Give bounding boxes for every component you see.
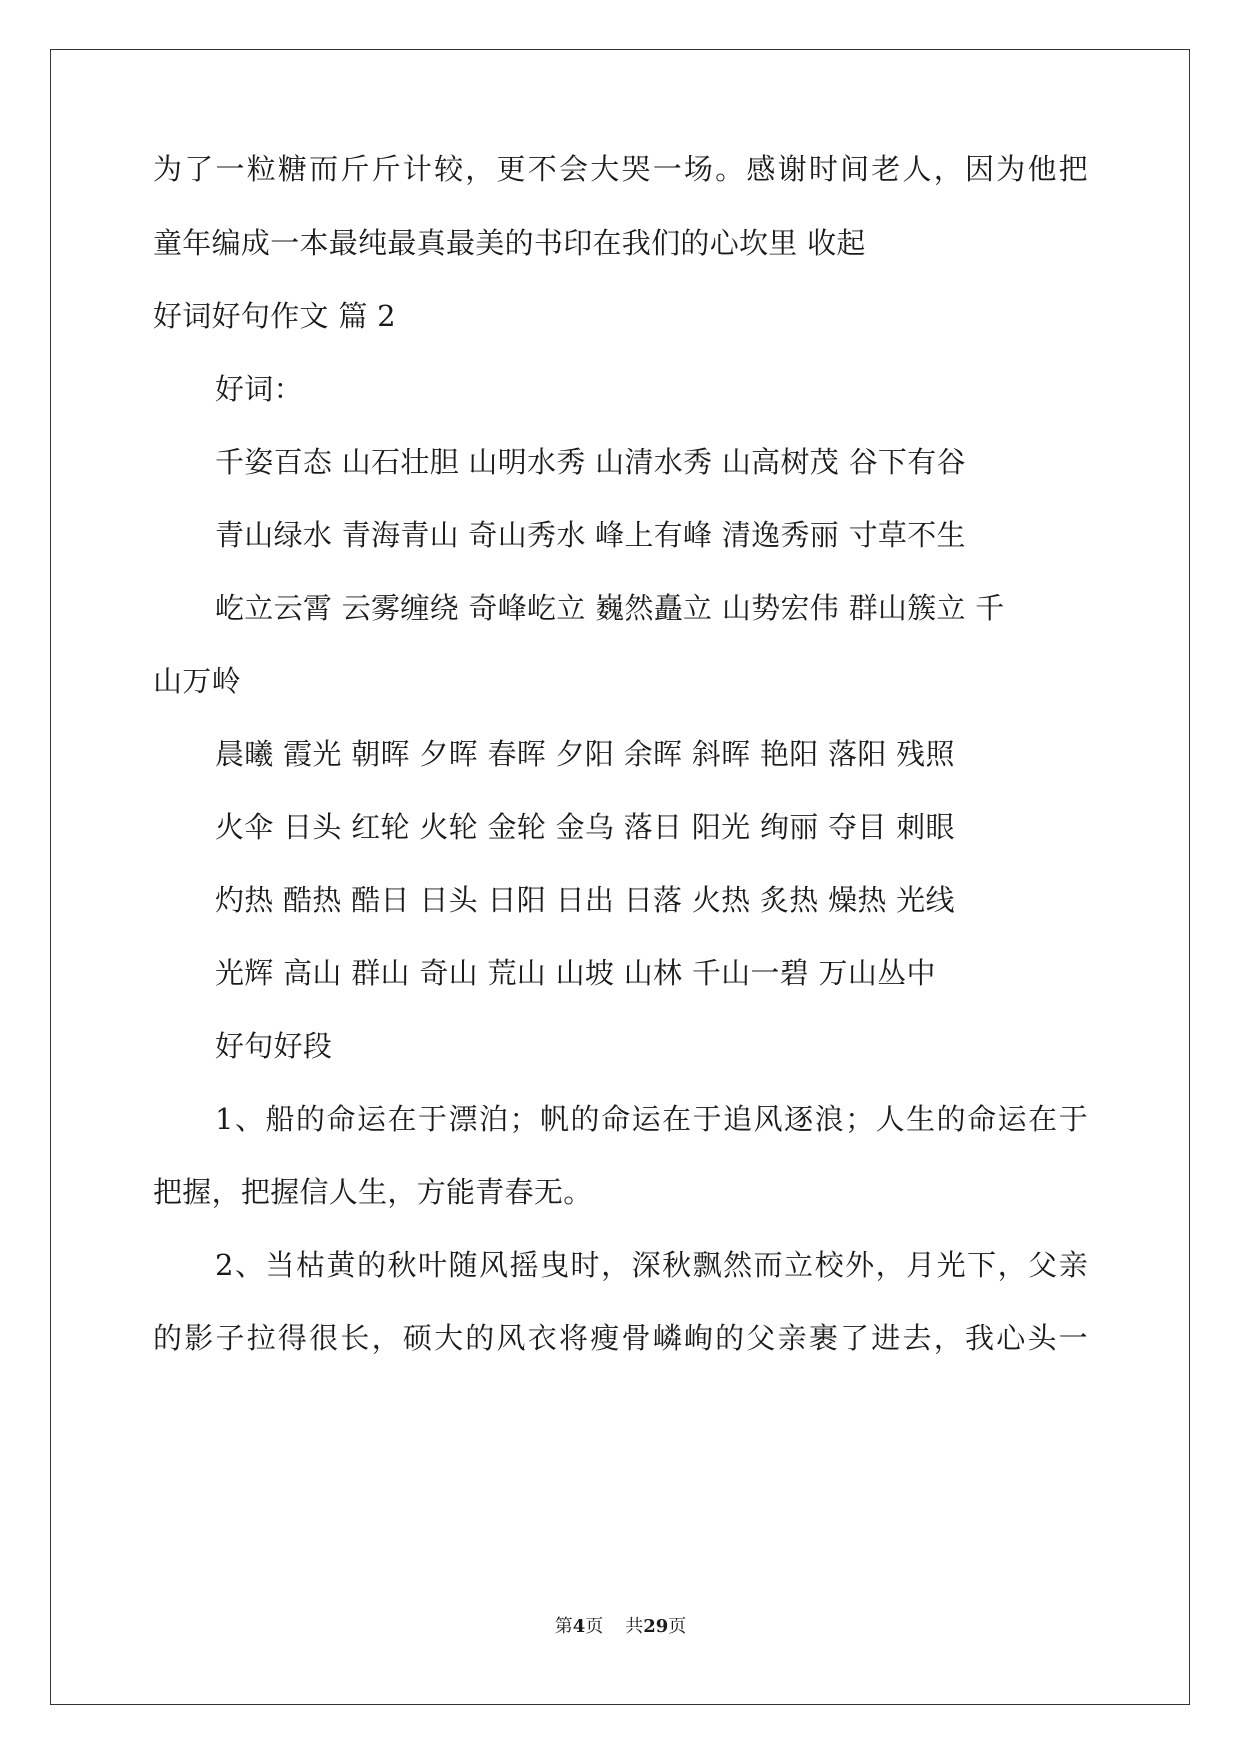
paragraph-line: 的影子拉得很长，硕大的风衣将瘦骨嶙峋的父亲裹了进去，我心头一 (153, 1321, 1088, 1355)
word-list-line: 青山绿水 青海青山 奇山秀水 峰上有峰 清逸秀丽 寸草不生 (215, 518, 966, 552)
footer-total-pages: 29 (643, 1616, 669, 1637)
paragraph-line: 为了一粒糖而斤斤计较，更不会大哭一场。感谢时间老人，因为他把 (153, 152, 1088, 186)
paragraph-line: 1、船的命运在于漂泊；帆的命运在于追风逐浪；人生的命运在于 (215, 1102, 1088, 1136)
footer-page-prefix: 第 (554, 1616, 573, 1637)
word-list-line: 灼热 酷热 酷日 日头 日阳 日出 日落 火热 炙热 燥热 光线 (215, 883, 955, 917)
subheading-good-sentences: 好句好段 (215, 1029, 333, 1063)
word-list-line: 千姿百态 山石壮胆 山明水秀 山清水秀 山高树茂 谷下有谷 (215, 445, 966, 479)
paragraph-line: 把握，把握信人生，方能青春无。 (153, 1175, 593, 1209)
footer-total-suffix: 页 (668, 1616, 687, 1637)
page-footer (0, 1615, 1241, 1639)
word-list-line: 屹立云霄 云雾缠绕 奇峰屹立 巍然矗立 山势宏伟 群山簇立 千 (215, 591, 1005, 625)
footer-page-number: 4 (572, 1616, 586, 1637)
paragraph-line: 2、当枯黄的秋叶随风摇曳时，深秋飘然而立校外，月光下，父亲 (215, 1248, 1088, 1282)
paragraph-line: 童年编成一本最纯最真最美的书印在我们的心坎里 收起 (153, 226, 866, 260)
subheading-good-words: 好词： (215, 372, 303, 406)
footer-page-suffix: 页 (585, 1616, 604, 1637)
word-list-line: 火伞 日头 红轮 火轮 金轮 金乌 落日 阳光 绚丽 夺目 刺眼 (215, 810, 955, 844)
word-list-line: 晨曦 霞光 朝晖 夕晖 春晖 夕阳 余晖 斜晖 艳阳 落阳 残照 (215, 737, 955, 771)
section-heading: 好词好句作文 篇 2 (153, 299, 396, 333)
word-list-line: 山万岭 (153, 664, 241, 698)
footer-total-prefix: 共 (625, 1616, 644, 1637)
word-list-line: 光辉 高山 群山 奇山 荒山 山坡 山林 千山一碧 万山丛中 (215, 956, 936, 990)
